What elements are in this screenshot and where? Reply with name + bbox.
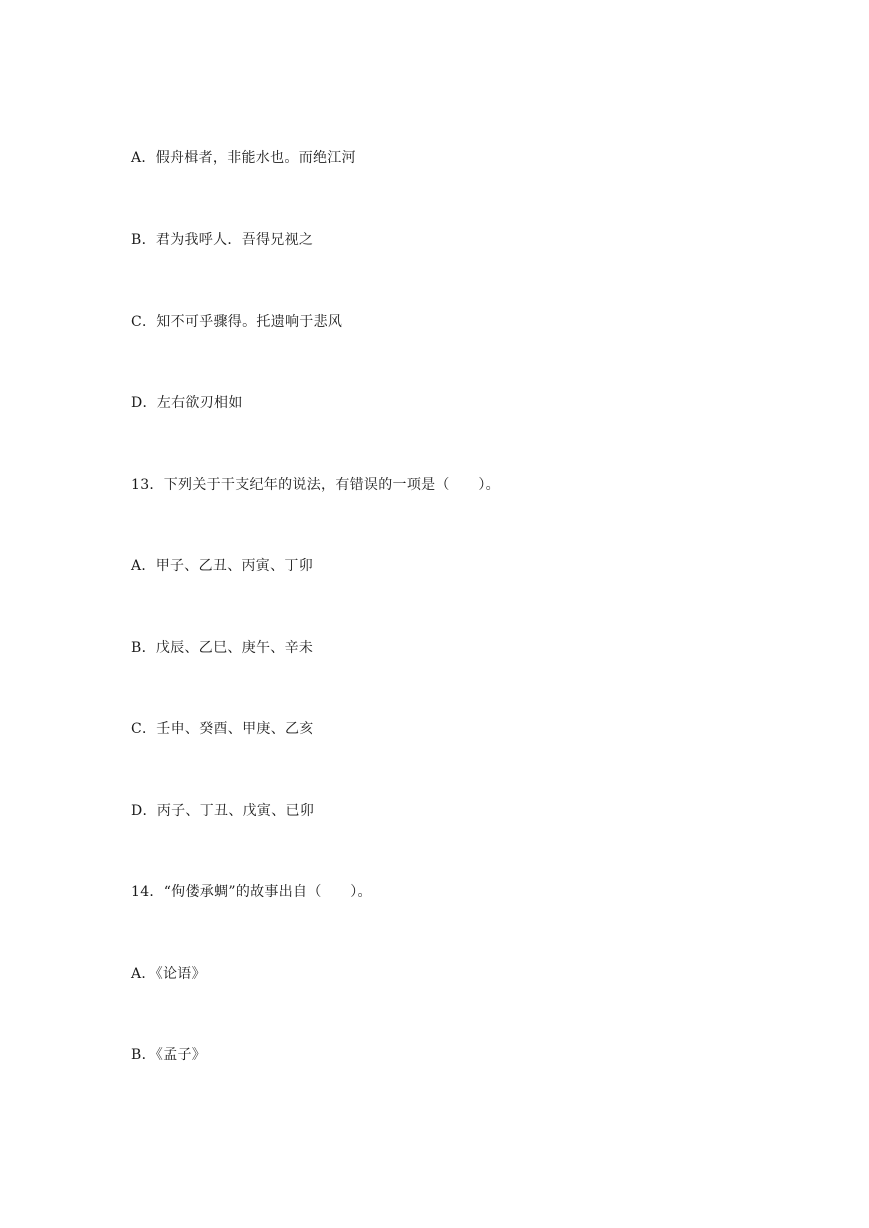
- q12-option-d: D．左右欲刃相如: [131, 395, 243, 411]
- q14-option-b: B．《孟子》: [131, 1047, 207, 1063]
- q14-option-a: A．《论语》: [131, 966, 206, 982]
- q12-option-a: A．假舟楫者，非能水也。而绝江河: [131, 150, 356, 166]
- q13-option-b: B．戊辰、乙巳、庚午、辛未: [131, 640, 314, 656]
- q13-option-a: A．甲子、乙丑、丙寅、丁卯: [131, 558, 314, 574]
- q13-option-c: C．壬申、癸酉、甲庚、乙亥: [131, 721, 314, 737]
- q12-option-c: C．知不可乎骤得。托遗响于悲风: [131, 314, 343, 330]
- q12-option-b: B．君为我呼人．吾得兄视之: [131, 232, 314, 248]
- question-13-stem: 13．下列关于干支纪年的说法，有错误的一项是（ ）。: [131, 477, 500, 493]
- q13-option-d: D．丙子、丁丑、戊寅、已卯: [131, 803, 315, 819]
- question-14-stem: 14．“佝偻承蜩”的故事出自（ ）。: [131, 884, 372, 900]
